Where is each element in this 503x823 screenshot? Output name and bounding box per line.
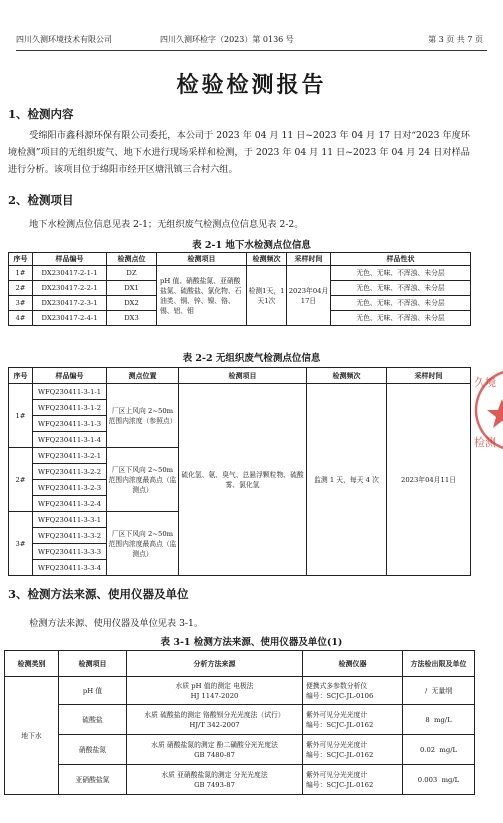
- section1-heading: 1、检测内容: [8, 107, 74, 121]
- report-title: 检验检测报告: [176, 72, 327, 98]
- method-source: 水质 亚硝酸盐氮的测定 分光光度法 GB 7493-87: [127, 765, 303, 795]
- table22-header: 检测项目: [179, 368, 307, 384]
- sample-no: 1#: [9, 266, 33, 281]
- sample-point: DX2: [107, 296, 157, 311]
- sample-id: WFQ230411-3-3-2: [33, 528, 107, 544]
- sample-id: DX230417-2-1-1: [33, 266, 107, 281]
- table22-header: 测点位置: [107, 368, 179, 384]
- detection-item: pH 值: [59, 677, 127, 705]
- group-no: 3#: [9, 512, 33, 576]
- sample-id: WFQ230411-3-3-3: [33, 544, 107, 560]
- method-source: 水质 硝酸盐氮的测定 酚二磺酸分光光度法 GB 7480-87: [127, 735, 303, 765]
- group-no: 2#: [9, 448, 33, 512]
- table-row: [9, 266, 471, 281]
- method-table: [4, 650, 475, 795]
- table21-header: 检测点位: [107, 253, 157, 266]
- table-row: [5, 705, 475, 735]
- waste-gas-frequency: 监测 1 天，每天 4 次: [307, 384, 387, 576]
- section1-body: 受绵阳市鑫科源环保有限公司委托，本公司于 2023 年 04 月 11 日~2023 年 04 月 17 日对“2023 年度环境检测”项目的无组织废气、地下水进行现场采样和检测，于 2023 年 04 月 11 日~2023 年 04 月 24 日对样品进行分析。该项目位于绵阳市经开区塘汛镇三合村六组。: [8, 130, 470, 175]
- table-row: [9, 384, 471, 400]
- group-no: 1#: [9, 384, 33, 448]
- table22-header: 采样时间: [387, 368, 471, 384]
- sample-id: WFQ230411-3-2-1: [33, 448, 107, 464]
- detection-category: 地下水: [5, 677, 59, 795]
- detection-item: 硝酸盐氮: [59, 735, 127, 765]
- detection-limit: / 无量纲: [403, 677, 475, 705]
- sample-id: WFQ230411-3-2-4: [33, 496, 107, 512]
- sample-id: WFQ230411-3-1-4: [33, 432, 107, 448]
- groundwater-points-table: [8, 252, 471, 326]
- instrument: 紫外可见分光光度计 编号：SCJC-JL-0162: [303, 735, 403, 765]
- sample-id: WFQ230411-3-3-1: [33, 512, 107, 528]
- section3-heading: 3、检测方法来源、使用仪器及单位: [8, 587, 189, 601]
- stamp-text-bottom: 检测: [474, 436, 496, 449]
- sample-trait: 无色、无味、不浑浊、未分层: [331, 281, 471, 296]
- star-icon: [487, 399, 503, 428]
- sample-point: DX1: [107, 281, 157, 296]
- instrument: 紫外可见分光光度计 编号：SCJC-JL-0162: [303, 765, 403, 795]
- sample-id: DX230417-2-2-1: [33, 281, 107, 296]
- detection-item: 亚硝酸盐氮: [59, 765, 127, 795]
- measure-position: 厂区下风向 2~50m 范围内浓度最高点（监测点）: [107, 512, 179, 576]
- detection-limit: 8 mg/L: [403, 705, 475, 735]
- method-source: 水质 pH 值的测定 电极法 HJ 1147-2020: [127, 677, 303, 705]
- header-company: 四川久测环境技术有限公司: [16, 35, 112, 44]
- header-doc-number: 四川久测环检字（2023）第 0136 号: [160, 35, 294, 44]
- instrument: 便携式多参数分析仪 编号：SCJC-JL-0106: [303, 677, 403, 705]
- section2-heading: 2、检测项目: [8, 193, 74, 207]
- sample-id: WFQ230411-3-2-2: [33, 464, 107, 480]
- sample-no: 2#: [9, 281, 33, 296]
- stamp-text-top: 久境: [474, 376, 496, 389]
- table-row: [5, 735, 475, 765]
- instrument: 紫外可见分光光度计 编号：SCJC-JL-0162: [303, 705, 403, 735]
- section3-intro: 检测方法来源、使用仪器及单位见表 3-1。: [29, 618, 204, 629]
- sample-id: WFQ230411-3-1-3: [33, 416, 107, 432]
- table21-header: 样品编号: [33, 253, 107, 266]
- sample-id: WFQ230411-3-3-4: [33, 560, 107, 576]
- detection-limit: 0.003 mg/L: [403, 765, 475, 795]
- detection-limit: 0.02 mg/L: [403, 735, 475, 765]
- table21-header: 样品性状: [331, 253, 471, 266]
- sample-trait: 无色、无味、不浑浊、未分层: [331, 311, 471, 326]
- table22-header: 序号: [9, 368, 33, 384]
- sample-id: WFQ230411-3-2-3: [33, 480, 107, 496]
- table22-header: 样品编号: [33, 368, 107, 384]
- waste-gas-items: 硫化氢、氨、臭气、总悬浮颗粒物、硫酸雾、氯化氢: [179, 384, 307, 576]
- table21-header: 采样时间: [287, 253, 331, 266]
- sample-id: WFQ230411-3-1-1: [33, 384, 107, 400]
- header-divider: [16, 50, 487, 51]
- sample-id: DX230417-2-4-1: [33, 311, 107, 326]
- table21-header: 检测项目: [157, 253, 247, 266]
- sample-id: WFQ230411-3-1-2: [33, 400, 107, 416]
- sample-trait: 无色、无味、不浑浊、未分层: [331, 296, 471, 311]
- table-row: [5, 677, 475, 705]
- sample-no: 3#: [9, 296, 33, 311]
- sample-point: DX3: [107, 311, 157, 326]
- groundwater-sampling-time: 2023年04月17日: [287, 266, 331, 326]
- sample-trait: 无色、无味、不浑浊、未分层: [331, 266, 471, 281]
- table31-header: 分析方法来源: [127, 651, 303, 677]
- table-row: [5, 765, 475, 795]
- table31-header: 检测项目: [59, 651, 127, 677]
- header-page-number: 第 3 页 共 7 页: [428, 35, 483, 44]
- table31-header: 方法检出限及单位: [403, 651, 475, 677]
- measure-position: 厂区下风向 2~50m 范围内浓度最高点（监测点）: [107, 448, 179, 512]
- sample-id: DX230417-2-3-1: [33, 296, 107, 311]
- measure-position: 厂区上风向 2~50m 范围内浓度（参照点）: [107, 384, 179, 448]
- table22-header: 检测频次: [307, 368, 387, 384]
- table22-caption: 表 2-2 无组织废气检测点位信息: [182, 353, 321, 364]
- waste-gas-sampling-time: 2023年04月11日: [387, 384, 471, 576]
- section2-intro: 地下水检测点位信息见表 2-1；无组织废气检测点位信息见表 2-2。: [29, 219, 304, 230]
- table31-header: 检测类别: [5, 651, 59, 677]
- table31-header: 检测仪器: [303, 651, 403, 677]
- sample-point: DZ: [107, 266, 157, 281]
- waste-gas-points-table: [8, 367, 471, 576]
- table31-caption: 表 3-1 检测方法来源、使用仪器及单位(1): [160, 637, 343, 648]
- table21-header: 序号: [9, 253, 33, 266]
- sample-no: 4#: [9, 311, 33, 326]
- table21-header: 检测频次: [247, 253, 287, 266]
- company-seal-stamp: [468, 360, 503, 460]
- detection-item: 硫酸盐: [59, 705, 127, 735]
- groundwater-frequency: 检测1天，1天1次: [247, 266, 287, 326]
- table21-caption: 表 2-1 地下水检测点位信息: [192, 240, 311, 251]
- method-source: 水质 硫酸盐的测定 铬酸钡分光光度法（试行） HJ/T 342-2007: [127, 705, 303, 735]
- groundwater-items: pH 值、硝酸盐氮、亚硝酸盐氮、硫酸盐、氯化物、石油类、铜、锌、镍、铬、锡、铝、钼: [157, 266, 247, 326]
